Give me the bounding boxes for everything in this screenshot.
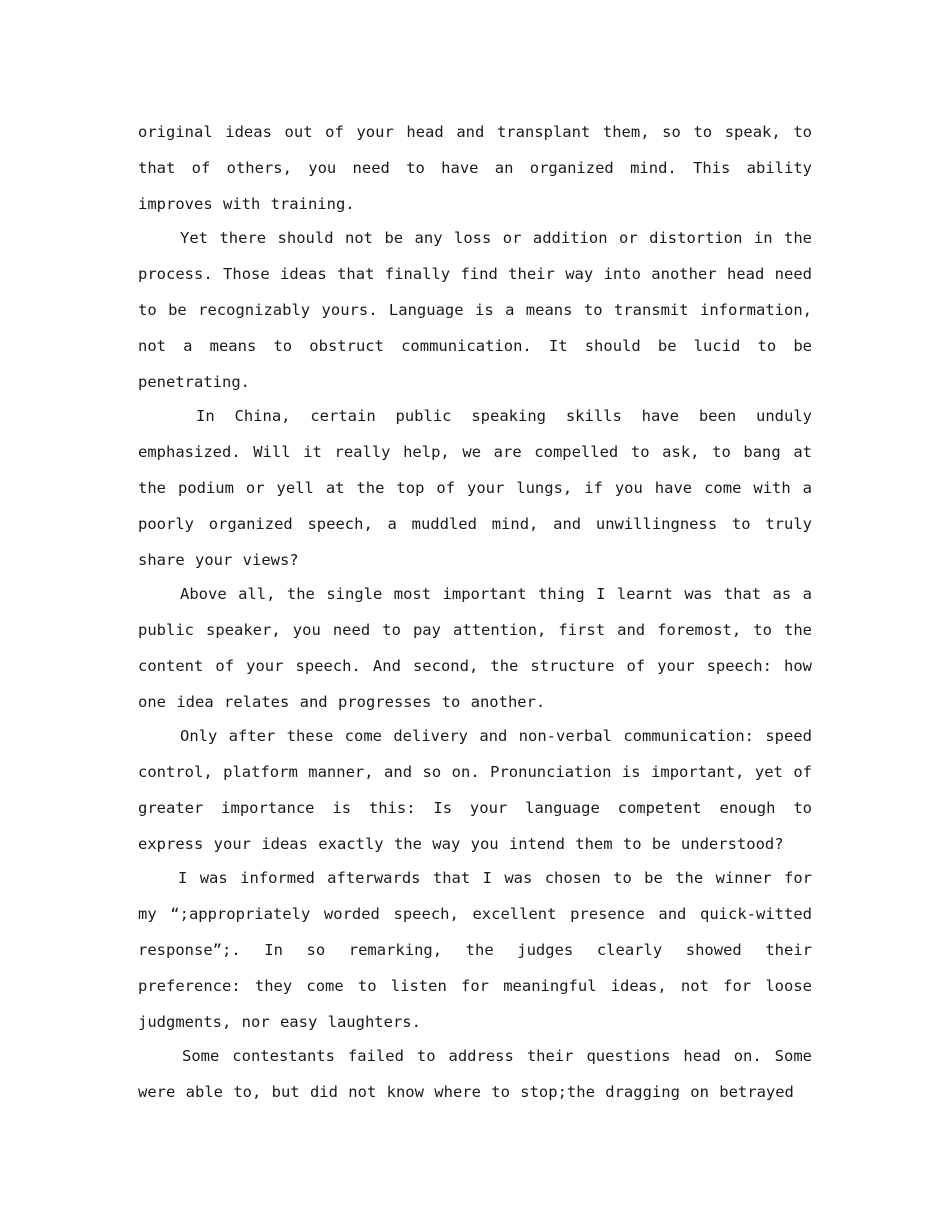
- paragraph-7: Some contestants failed to address their questions head on. Some were able to, but did not know where to stop;the dragging on betrayed: [138, 1047, 812, 1101]
- paragraph-4: Above all, the single most important thing I learnt was that as a public speaker, you need to pay attention, first and foremost, to the content of your speech. And second, the structure of your speech: how one idea relates and progresses to another.: [138, 585, 812, 711]
- body-text: [138, 114, 812, 1108]
- paragraph-2: Yet there should not be any loss or addition or distortion in the process. Those ideas that finally find their way into another head need to be recognizably yours. Language is a means to transmit information, not a means to obstruct communication. It should be lucid to be penetrating.: [138, 229, 812, 391]
- paragraph-3: In China, certain public speaking skills have been unduly emphasized. Will it really help, we are compelled to ask, to bang at the podium or yell at the top of your lungs, if you have come with a poorly organized speech, a muddled mind, and unwillingness to truly share your views?: [138, 407, 812, 569]
- paragraph-5: Only after these come delivery and non-verbal communication: speed control, platform manner, and so on. Pronunciation is important, yet of greater importance is this: Is your language competent enough to express your ideas exactly the way you intend them to be understood?: [138, 727, 812, 853]
- paragraph-1: original ideas out of your head and transplant them, so to speak, to that of others, you need to have an organized mind. This ability improves with training.: [138, 123, 812, 213]
- paragraph-6: I was informed afterwards that I was chosen to be the winner for my “;appropriately worded speech, excellent presence and quick-witted response”;. In so remarking, the judges clearly showed their preference: they come to listen for meaningful ideas, not for loose judgments, nor easy laughters.: [138, 869, 812, 1031]
